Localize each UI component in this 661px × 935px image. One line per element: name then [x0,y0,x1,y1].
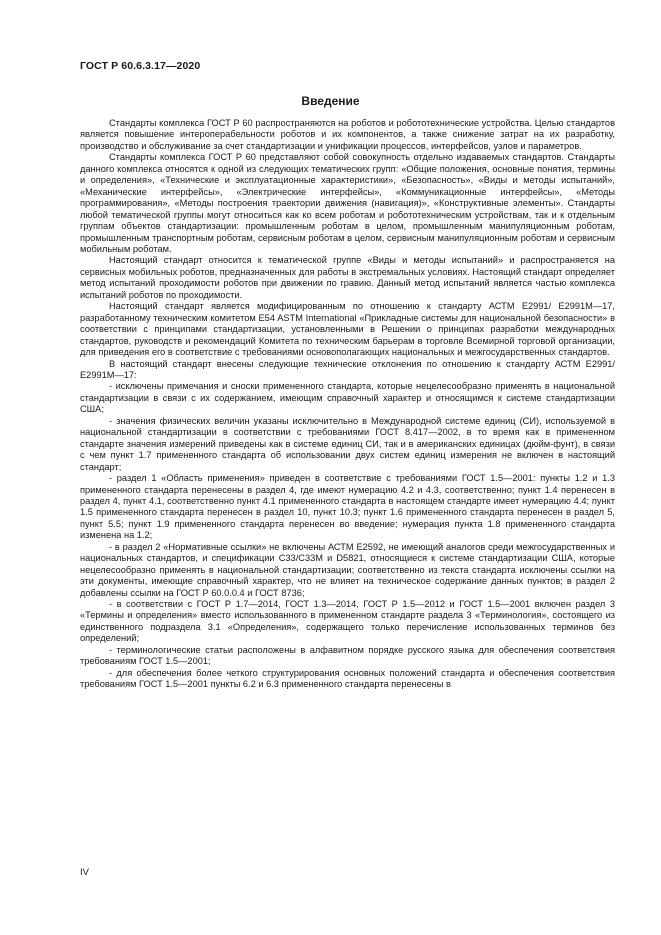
paragraph: Настоящий стандарт относится к тематической группе «Виды и методы испытаний» и распространяется на сервисных мобильных роботов, предназначенных для работы в экстремальных условиях. Настоящий стандарт определяет метод испытаний проходимости роботов при движении по гравию. Данный метод испытаний является частью комплекса испытаний роботов по проходимости. [80,255,615,300]
section-title: Введение [301,94,360,108]
list-item: - в раздел 2 «Нормативные ссылки» не включены АСТМ Е2592, не имеющий аналогов среди межгосударственных и национальных стандартов, и спецификации С33/С33М и D5821, относящиеся к системе стандартизации США, которые нецелесообразно применять в национальной стандартизации; соответственно из текста стандарта исключены ссылки на эти документы, имеющие справочный характер, что не влияет на техническое содержание данных пунктов; в раздел 2 добавлены ссылки на ГОСТ Р 60.0.0.4 и ГОСТ 8736; [80,541,615,598]
paragraph: Настоящий стандарт является модифицированным по отношению к стандарту АСТМ Е2991/ Е2991М—17, разработанному техническим комитетом E54 ASTM International «Прикладные системы для национальной безопасности» в соответствии с принципами стандартизации, установленными в Решении о принципах разработки международных стандартов, руководств и рекомендаций Комитета по техническим барьерам в торговле Всемирной торговой организации, для приведения его в соответствие с требованиями основополагающих национальных и межгосударственных стандартов. [80,301,615,358]
document-code-header: ГОСТ Р 60.6.3.17—2020 [80,60,201,72]
paragraph: Стандарты комплекса ГОСТ Р 60 представляют собой совокупность отдельно издаваемых стандартов. Стандарты данного комплекса относятся к одной из следующих тематических групп: «Общие положения, основные понятия, термины и определения», «Технические и эксплуатационные характеристики», «Безопасность», «Виды и методы испытаний», «Механические интерфейсы», «Электрические интерфейсы», «Коммуникационные интерфейсы», «Методы программирования», «Методы построения траектории движения (навигация)», «Конструктивные элементы». Стандарты любой тематической группы могут относиться как ко всем роботам и робототехническим устройствам, так и к отдельным группам объектов стандартизации: промышленным роботам в целом, промышленным манипуляционным роботам, промышленным транспортным роботам, сервисным роботам в целом, сервисным манипуляционным роботам и сервисным мобильным роботам. [80,152,615,254]
list-item: - терминологические статьи расположены в алфавитном порядке русского языка для обеспечения соответствия требованиям ГОСТ 1.5—2001; [80,644,615,667]
introduction-body [80,118,615,691]
list-item: - в соответствии с ГОСТ Р 1.7—2014, ГОСТ 1.3—2014, ГОСТ Р 1.5—2012 и ГОСТ 1.5—2001 включен раздел 3 «Термины и определения» вместо использованного в примененном стандарте раздела 3 «Терминология», состоящего из единственного подраздела 3.1 «Определения», содержащего только перечисление использованных терминов без определений; [80,599,615,644]
list-item: - исключены примечания и сноски примененного стандарта, которые нецелесообразно применять в национальной стандартизации в связи с их содержанием, имеющим справочный характер и относящимся к системе стандартизации США; [80,381,615,415]
paragraph: Стандарты комплекса ГОСТ Р 60 распространяются на роботов и робототехнические устройства. Целью стандартов является повышение интероперабельности роботов и их компонентов, а также снижение затрат на их разработку, производство и обслуживание за счет стандартизации и унификации процессов, интерфейсов, узлов и параметров. [80,118,615,151]
list-item: - раздел 1 «Область применения» приведен в соответствие с требованиями ГОСТ 1.5—2001: пункты 1.2 и 1.3 примененного стандарта перенесены в раздел 4, где имеют нумерацию 4.2 и 4.3, соответственно; пункт 1.4 перенесен в раздел 4, пункт 4.1, соответственно пункт 4.1 примененного стандарта в настоящем стандарте имеет нумерацию 4.4; пункт 1.5 примененного стандарта перенесен в раздел 10, пункт 10.3; пункт 1.6 примененного стандарта перенесен в раздел 5, пункт 5.5; пункт 1.9 примененного стандарта перенесен во введение; нумерация пункта 1.8 примененного стандарта изменена на 1.2; [80,473,615,541]
page-number: IV [80,867,89,878]
list-item: - значения физических величин указаны исключительно в Международной системе единиц (СИ), используемой в национальной стандартизации в соответствии с требованиями ГОСТ 8.417—2002, в то время как в примененном стандарте значения измерений приведены как в системе единиц СИ, так и в американских единицах (дюйм-фунт), в связи с чем пункт 1.7 примененного стандарта об использовании двух систем единиц измерения не включен в настоящий стандарт; [80,415,615,472]
list-item: - для обеспечения более четкого структурирования основных положений стандарта и обеспечения соответствия требованиям ГОСТ 1.5—2001 пункты 6.2 и 6.3 примененного стандарта перенесены в [80,667,615,690]
paragraph: В настоящий стандарт внесены следующие технические отклонения по отношению к стандарту АСТМ Е2991/Е2991М—17: [80,358,615,380]
